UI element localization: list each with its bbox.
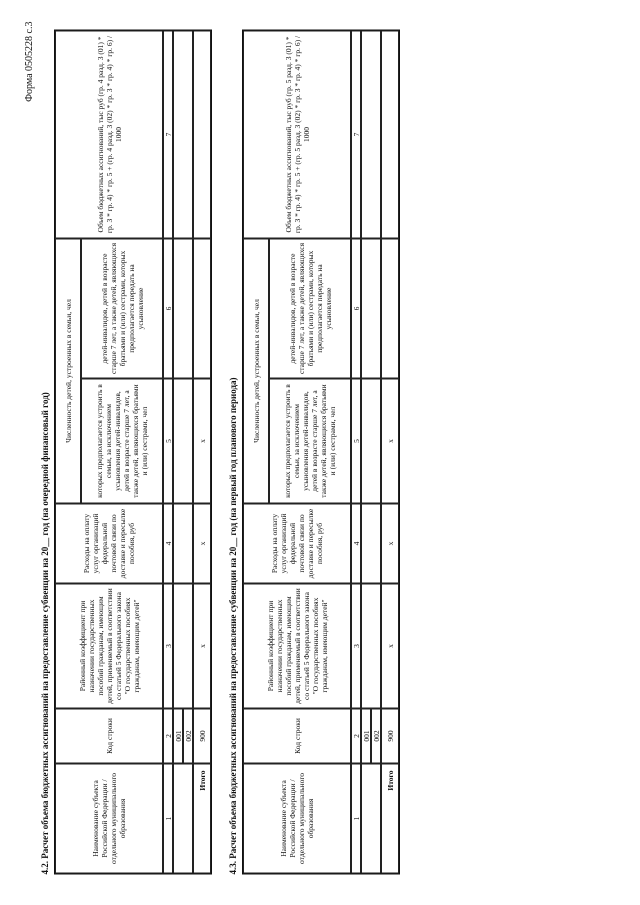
header-postal-costs: Расходы на оплату услуг организаций федеральной почтовой связи по доставке и пересылке пособия, руб [243,504,351,584]
header-budget-volume: Объем бюджетных ассигнований, тыс руб (гр. 5 разд. 3 (01) * гр. 3 * гр. 4) * гр. 5 + (гр. 5 разд. 3 (02) * гр. 3 * гр. 4) * гр. 6) / 1000 [243,31,351,239]
total-mark-col4: x [381,504,399,584]
form-number: Форма 0505228 с.3 [24,21,35,102]
header-regional-coefficient: Районный коэффициент при назначении государственных пособий гражданам, имеющим детей, применяемый в соответствии со статьей 5 Федерального закона "О государственных пособиях гражданам, имеющим детей" [55,584,163,709]
col-number-6: 6 [351,239,361,379]
header-budget-volume: Объем бюджетных ассигнований, тыс руб (гр. 4 разд. 3 (01) * гр. 3 * гр. 4) * гр. 5 + (гр. 4 разд. 3 (02) * гр. 3 * гр. 4) * гр. 6) / 1000 [55,31,163,239]
header-children-adoption: детей-инвалидов, детей в возрасте старше 7 лет, а также детей, являющихся братьями и (или) сестрами, которых предполагается передать на усыновление [81,239,163,379]
total-mark-col5: x [193,379,211,504]
col-number-5: 5 [351,379,361,504]
col-number-1: 1 [351,764,361,874]
subject-name-cell[interactable] [361,764,381,874]
total-col6[interactable] [381,239,399,379]
total-mark-col3: x [381,584,399,709]
col-number-2: 2 [351,709,361,764]
col-number-2: 2 [163,709,173,764]
families-cell[interactable] [173,379,193,504]
header-postal-costs: Расходы на оплату услуг организаций федеральной почтовой связи по доставке и пересылке пособия, руб [55,504,163,584]
col-number-7: 7 [351,31,361,239]
header-row-code: Код строки [243,709,351,764]
col-number-4: 4 [163,504,173,584]
row-code-001: 001 [361,709,371,764]
row-code-002: 002 [371,709,381,764]
header-children-count: Численность детей, устроенных в семьи, чел [55,239,81,504]
total-col6[interactable] [193,239,211,379]
budget-cell[interactable] [173,31,193,239]
header-regional-coefficient: Районный коэффициент при назначении государственных пособий гражданам, имеющим детей, применяемый в соответствии со статьей 5 Федерального закона "О государственных пособиях гражданам, имеющим детей" [243,584,351,709]
total-mark-col4: x [193,504,211,584]
header-children-families: которых предполагается устроить в семьи, за исключением усыновления детей-инвалидов, детей в возрасте старше 7 лет, а также детей, являющихся братьями и (или) сестрами, чел [81,379,163,504]
header-children-adoption: детей-инвалидов, детей в возрасте старше 7 лет, а также детей, являющихся братьями и (или) сестрами, которых предполагается передать на усыновление [269,239,351,379]
col-number-3: 3 [163,584,173,709]
col-number-1: 1 [163,764,173,874]
col-number-6: 6 [163,239,173,379]
total-mark-col3: x [193,584,211,709]
subject-name-cell[interactable] [173,764,193,874]
total-label: Итого [193,764,211,874]
row-code-001: 001 [173,709,183,764]
adoption-cell[interactable] [361,239,381,379]
col-number-4: 4 [351,504,361,584]
section-4-2-title: 4.2. Расчет объема бюджетных ассигнований на предоставление субвенции на 20__ год (на очередной финансовый год) [40,392,50,875]
header-subject: Наименование субъекта Российской Федерации / отдельного муниципального образования [243,764,351,874]
total-label: Итого [381,764,399,874]
col-number-5: 5 [163,379,173,504]
postal-cell[interactable] [361,504,381,584]
col-number-7: 7 [163,31,173,239]
header-row-code: Код строки [55,709,163,764]
budget-cell[interactable] [361,31,381,239]
header-children-count: Численность детей, устроенных в семьи, чел [243,239,269,504]
total-code: 900 [381,709,399,764]
header-children-families: которых предполагается устроить в семьи, за исключением усыновления детей-инвалидов, детей в возрасте старше 7 лет, а также детей, являющихся братьями и (или) сестрами, чел [269,379,351,504]
total-col7[interactable] [193,31,211,239]
header-subject: Наименование субъекта Российской Федерации / отдельного муниципального образования [55,764,163,874]
table-4-2 [54,30,212,875]
total-code: 900 [193,709,211,764]
adoption-cell[interactable] [173,239,193,379]
section-4-3-title: 4.3. Расчет объема бюджетных ассигнований на предоставление субвенции на 20__ год (на первый год планового периода) [228,377,238,875]
col-number-3: 3 [351,584,361,709]
coef-cell[interactable] [173,584,193,709]
total-mark-col5: x [381,379,399,504]
table-4-3 [242,30,400,875]
families-cell[interactable] [361,379,381,504]
coef-cell[interactable] [361,584,381,709]
row-code-002: 002 [183,709,193,764]
postal-cell[interactable] [173,504,193,584]
total-col7[interactable] [381,31,399,239]
